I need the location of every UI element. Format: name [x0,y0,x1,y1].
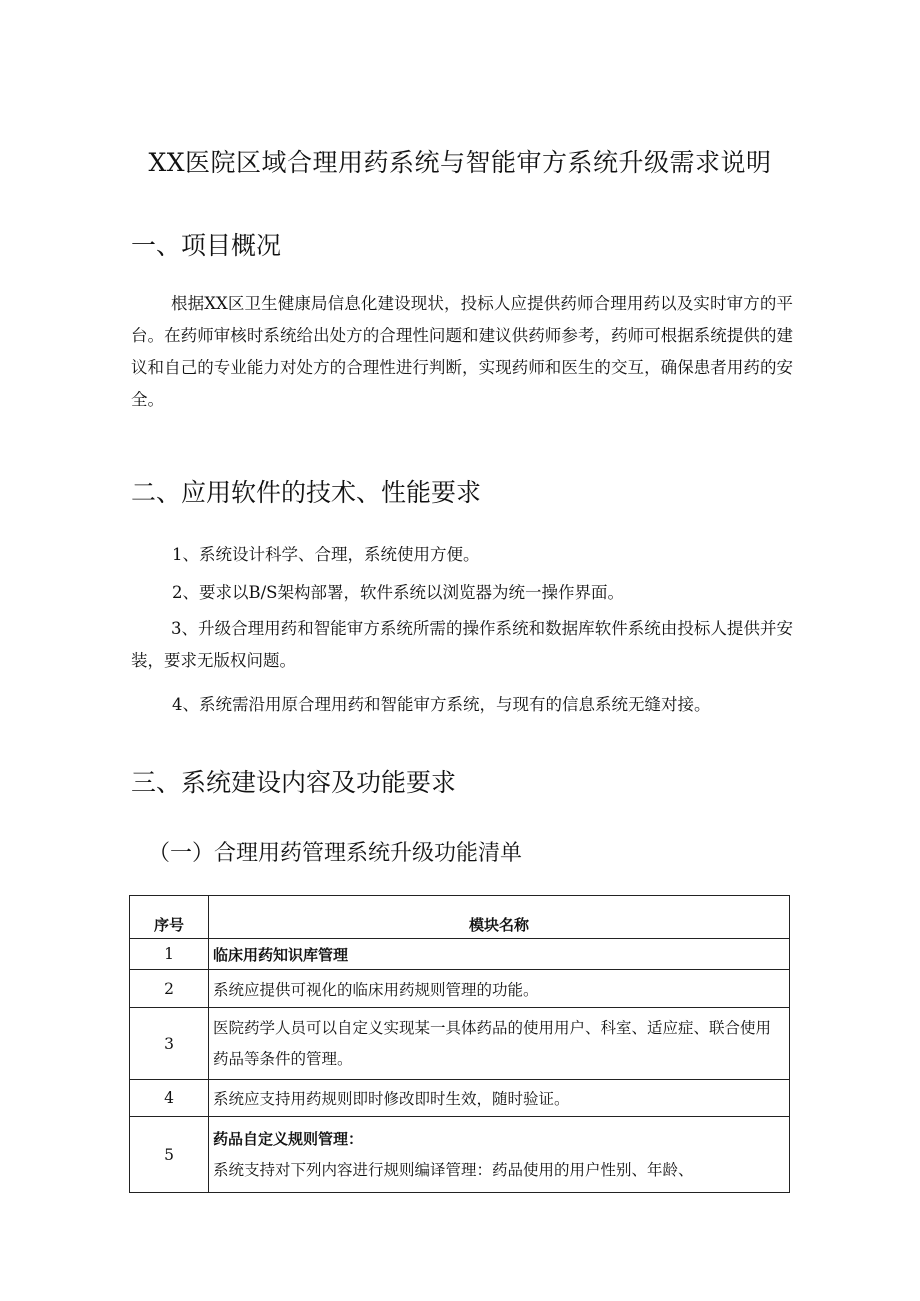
section3-subheading: （一）合理用药管理系统升级功能清单 [148,841,523,866]
row-index: 5 [130,1117,209,1193]
table-row [130,1080,790,1117]
section1-paragraph: 根据XX区卫生健康局信息化建设现状，投标人应提供药师合理用药以及实时审方的平台。在药师审核时系统给出处方的合理性问题和建议供药师参考，药师可根据系统提供的建议和自己的专业能力对处方的合理性进行判断，实现药师和医生的交互，确保患者用药的安全。 [131,294,793,409]
row-module-name: 系统应提供可视化的临床用药规则管理的功能。 [209,970,790,1008]
row-module-name: 医院药学人员可以自定义实现某一具体药品的使用用户、科室、适应症、联合使用药品等条件的管理。 [209,1008,790,1080]
row-index: 4 [130,1080,209,1117]
row-index: 1 [130,939,209,970]
table-row [130,1117,790,1193]
section2-heading: 二、应用软件的技术、性能要求 [131,478,482,507]
table-row [130,939,790,970]
row-module-name: 临床用药知识库管理 [209,939,790,970]
row-module-description: 系统支持对下列内容进行规则编译管理：药品使用的用户性别、年龄、 [213,1160,694,1179]
requirement-item-1: 1、系统设计科学、合理，系统使用方便。 [172,545,480,564]
row-module-title: 药品自定义规则管理： [213,1129,364,1148]
section3-heading: 三、系统建设内容及功能要求 [131,768,457,797]
row-module-cell [209,1117,790,1193]
section1-heading: 一、项目概况 [131,231,282,260]
header-index: 序号 [130,896,209,939]
table-header-row [130,896,790,939]
function-list-table [129,895,790,1193]
table-row [130,970,790,1008]
requirement-item-2: 2、要求以B/S架构部署，软件系统以浏览器为统一操作界面。 [172,583,624,602]
row-module-name: 系统应支持用药规则即时修改即时生效，随时验证。 [209,1080,790,1117]
requirement-item-4: 4、系统需沿用原合理用药和智能审方系统，与现有的信息系统无缝对接。 [172,695,711,714]
row-index: 3 [130,1008,209,1080]
row-index: 2 [130,970,209,1008]
requirement-item-3: 3、升级合理用药和智能审方系统所需的操作系统和数据库软件系统由投标人提供并安装，要求无版权问题。 [131,619,793,670]
header-module-name: 模块名称 [209,896,790,939]
document-title: XX医院区域合理用药系统与智能审方系统升级需求说明 [148,148,772,177]
table-row [130,1008,790,1080]
